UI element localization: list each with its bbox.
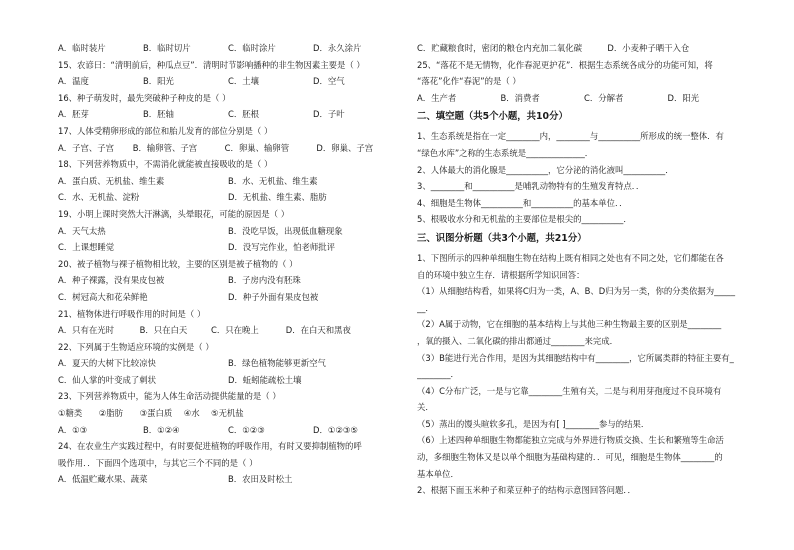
option-a[interactable]: A．胚芽	[58, 109, 89, 120]
section-2-title: 二、填空题（共5个小题，共10分）	[417, 111, 568, 123]
diagram-question-1-line-1: 1、下图所示的四种单细胞生物在结构上既有相同之处也有不同之处，它们都能在各	[417, 252, 724, 263]
sub-question-6-line-3: 基本单位．	[417, 468, 459, 479]
question-19-options-ab	[58, 223, 398, 240]
option-c[interactable]: C．仙人掌的叶变成了刺状	[58, 374, 156, 385]
item-1: ①糖类	[58, 408, 83, 419]
option-a[interactable]: A．生产者	[417, 92, 457, 103]
question-24-options-ab	[58, 471, 398, 488]
option-b[interactable]: B．绿色植物能够更新空气	[228, 358, 326, 369]
item-2: ②脂肪	[98, 408, 124, 419]
option-c[interactable]: C．卵巢、输卵管	[224, 142, 290, 153]
sub-question-3-line-2: ________．	[417, 369, 459, 380]
diagram-question-1-line-2: 自的环境中独立生存．请根据所学知识回答：	[417, 269, 585, 280]
option-d[interactable]: D．种子外面有果皮包被	[228, 291, 319, 302]
option-c[interactable]: C．①②③	[228, 424, 265, 435]
section-3-title: 三、识图分析题（共3个小题，共21分）	[417, 232, 587, 244]
option-a[interactable]: A．夏天的大树下比较凉快	[58, 358, 156, 369]
option-c[interactable]: C．土壤	[228, 76, 259, 87]
option-b[interactable]: B．输卵管、子宫	[132, 142, 198, 153]
option-a[interactable]: A．种子裸露，没有果皮包被	[58, 275, 165, 286]
option-c[interactable]: C．水、无机盐、淀粉	[58, 192, 140, 203]
left-column	[58, 40, 398, 488]
question-14-options	[58, 40, 398, 57]
question-24-stem-line-1: 24、在农业生产实践过程中，有时要促进植物的呼吸作用，有时又要抑制植物的呼	[58, 441, 362, 452]
right-column	[417, 40, 751, 499]
sub-question-4-line-2: 关．	[417, 402, 434, 413]
question-16-stem: 16、种子萌发时，最先突破种子种皮的是（ ）	[58, 92, 231, 103]
fill-question-5: 5、根吸收水分和无机盐的主要部位是根尖的__________．	[417, 214, 632, 225]
option-c[interactable]: C．上课想睡觉	[58, 242, 115, 253]
option-a[interactable]: A．低温贮藏水果、蔬菜	[58, 474, 148, 485]
option-c[interactable]: C．只在晚上	[210, 325, 259, 336]
question-24-options-cd	[417, 40, 751, 57]
question-19-stem: 19、小明上课时突然大汗淋漓，头晕眼花，可能的原因是（ ）	[58, 208, 290, 219]
option-d[interactable]: D．空气	[313, 76, 345, 87]
question-21-options	[58, 322, 398, 339]
option-d[interactable]: D．卵巢、子宫	[316, 142, 374, 153]
option-c[interactable]: C．分解者	[584, 92, 624, 103]
question-19-options-cd	[58, 239, 398, 256]
option-a[interactable]: A．子宫、子宫	[58, 142, 114, 153]
option-d[interactable]: D．无机盐、维生素、脂肪	[228, 192, 327, 203]
option-b[interactable]: B．胚轴	[143, 109, 174, 120]
option-d[interactable]: D．没写完作业，怕老师批评	[228, 242, 335, 253]
option-b[interactable]: B．临时切片	[143, 43, 191, 53]
option-d[interactable]: D．子叶	[313, 109, 345, 120]
question-17-options	[58, 140, 398, 157]
sub-question-6-line-2: 动，多细胞生物体又是以单个细胞为基础构建的．．可见，细胞是生物体________的	[417, 452, 723, 463]
question-22-options-ab	[58, 355, 398, 372]
question-15-stem: 15、农谚曰：“清明前后，种瓜点豆”．清明时节影响播种的非生物因素主要是（ ）	[58, 59, 365, 70]
question-22-options-cd	[58, 372, 398, 389]
option-b[interactable]: B．只在白天	[139, 325, 188, 336]
item-4: ④水	[183, 408, 200, 419]
option-a[interactable]: A．天气太热	[58, 225, 106, 236]
option-d[interactable]: D．蚯蚓能疏松土壤	[228, 374, 302, 385]
sub-question-5: （5）蒸出的馒头暄软多孔，是因为有[ ]________参与的结果．	[417, 418, 650, 429]
fill-question-4: 4、细胞是生物体__________和__________的基本单位．．	[417, 197, 628, 208]
question-20-options-ab	[58, 272, 398, 289]
option-b[interactable]: B．农田及时松土	[228, 474, 293, 485]
question-17-stem: 17、人体受精卵形成的部位和胎儿发育的部位分别是（ ）	[58, 125, 273, 136]
question-23-options	[58, 422, 398, 439]
sub-question-2-line-1: （2）A属于动物，它在细胞的基本结构上与其他三种生物最主要的区别是________	[417, 319, 722, 330]
question-24-stem-line-2: 吸作用．．下面四个选项中，与其它三个不同的是（ ）	[58, 457, 258, 468]
option-b[interactable]: B．消费者	[500, 92, 540, 103]
fill-question-2: 2、人体最大的消化腺是__________，它分泌的消化液叫__________．	[417, 164, 674, 175]
question-20-options-cd	[58, 289, 398, 306]
item-5: ⑤无机盐	[210, 408, 244, 419]
fill-question-1-line-1: 1、生态系统是指在一定________内，________与__________所形成的统一整体．有	[417, 131, 724, 142]
option-b[interactable]: B．水、无机盐、维生素	[228, 175, 318, 186]
sub-question-6-line-1: （6）上述四种单细胞生物都能独立完成与外界进行物质交换、生长和繁殖等生命活	[417, 435, 724, 446]
question-23-items	[58, 405, 398, 422]
option-a[interactable]: A．只有在光时	[58, 325, 114, 336]
fill-question-3: 3、________和__________是哺乳动物特有的生殖发育特点．．	[417, 181, 645, 192]
question-15-options	[58, 73, 398, 90]
sub-question-3-line-1: （3）B能进行光合作用，是因为其细胞结构中有________，它所属类群的特征主要有_	[417, 352, 734, 363]
question-21-stem: 21、植物体进行呼吸作用的时间是（ ）	[58, 308, 206, 319]
option-c[interactable]: C．胚根	[228, 109, 259, 120]
question-18-options-ab	[58, 173, 398, 190]
item-3: ③蛋白质	[139, 408, 173, 419]
option-a[interactable]: A．①③	[58, 424, 88, 435]
option-b[interactable]: B．①②④	[143, 424, 180, 435]
option-c[interactable]: C．贮藏粮食时，密闭的粮仓内充加二氧化碳	[417, 43, 582, 53]
fill-question-1-line-2: “绿色水库”之称的生态系统是______________．	[417, 147, 594, 158]
option-d[interactable]: D．①②③⑤	[313, 424, 358, 435]
question-16-options	[58, 106, 398, 123]
question-25-stem-line-1: 25、“落花不是无情物，化作春泥更护花”．根据生态系统各成分的功能可知，将	[417, 59, 713, 70]
sub-question-1: （1）从细胞结构看，如果将C归为一类，A、B、D归为另一类，你的分类依据为_____	[417, 286, 736, 297]
option-b[interactable]: B．没吃早饭，出现低血糖现象	[228, 225, 343, 236]
option-d[interactable]: D．永久涂片	[313, 43, 362, 53]
option-a[interactable]: A．临时装片	[58, 43, 106, 53]
option-c[interactable]: C．树冠高大和花朵鲜艳	[58, 291, 148, 302]
question-18-options-cd	[58, 189, 398, 206]
question-18-stem: 18、下列营养物质中，不需消化就能被直接吸收的是（ ）	[58, 159, 273, 170]
question-22-stem: 22、下列属于生物适应环境的实例是（ ）	[58, 341, 214, 352]
option-d[interactable]: D．在白天和黑夜	[285, 325, 351, 336]
option-a[interactable]: A．温度	[58, 76, 89, 87]
option-b[interactable]: B．阳光	[143, 76, 174, 87]
option-a[interactable]: A．蛋白质、无机盐、维生素	[58, 175, 165, 186]
sub-question-1-end: __．	[417, 302, 434, 313]
option-d[interactable]: D．阳光	[667, 92, 700, 103]
option-b[interactable]: B．子房内没有胚珠	[228, 275, 301, 286]
sub-question-2-line-2: ，氧的摄入、二氧化碳的排出都通过________来完成．	[417, 335, 618, 346]
sub-question-4-line-1: （4）C分布广泛，一是与它靠________生殖有关，二是与利用芽孢度过不良环境有	[417, 385, 722, 396]
option-c[interactable]: C．临时涂片	[228, 43, 276, 53]
option-d[interactable]: D．小麦种子晒干入仓	[607, 43, 690, 53]
question-25-stem-line-2: “落花”化作“春泥”的是（ ）	[417, 76, 521, 87]
question-25-options	[417, 90, 751, 107]
question-20-stem: 20、被子植物与裸子植物相比较，主要的区别是被子植物的（ ）	[58, 258, 298, 269]
question-23-stem: 23、下列营养物质中，能为人体生命活动提供能量的是（ ）	[58, 391, 281, 402]
diagram-question-2: 2、根据下面玉米种子和菜豆种子的结构示意图回答问题．．	[417, 485, 636, 496]
